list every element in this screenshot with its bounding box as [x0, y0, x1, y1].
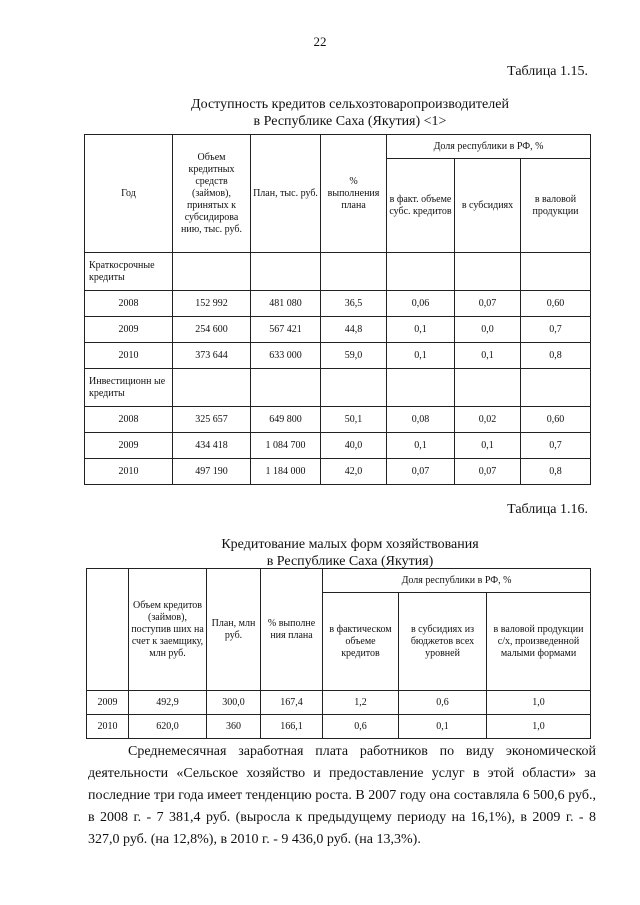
- cell-plan: 567 421: [251, 317, 321, 343]
- section-row: [85, 369, 591, 407]
- cell-share-fact: 0,08: [387, 407, 455, 433]
- header-percent: % выполне ния плана: [261, 569, 323, 691]
- cell-share-subsidies: 0,0: [455, 317, 521, 343]
- header-share-fact: в факт. объеме субс. кредитов: [387, 159, 455, 253]
- table-row: [85, 343, 591, 369]
- table-small-business-credit: [86, 568, 591, 739]
- header-share-subsidies: в субсидиях: [455, 159, 521, 253]
- cell-volume: 492,9: [129, 691, 207, 715]
- table-row: [85, 291, 591, 317]
- cell-year: 2009: [87, 691, 129, 715]
- cell-plan: 300,0: [207, 691, 261, 715]
- cell-plan: 360: [207, 715, 261, 739]
- cell-plan: 649 800: [251, 407, 321, 433]
- table-2-title: [90, 536, 610, 570]
- header-plan: План, млн руб.: [207, 569, 261, 691]
- table-2-title-line2: в Республике Саха (Якутия): [266, 554, 434, 569]
- header-plan: План, тыс. руб.: [251, 135, 321, 253]
- header-share-subsidies: в субсидиях из бюджетов всех уровней: [399, 593, 487, 691]
- table-1-title-line1: Доступность кредитов сельхозтоваропроизводителей: [191, 97, 509, 112]
- table-row: [85, 459, 591, 485]
- cell-percent: 44,8: [321, 317, 387, 343]
- table-2-caption: Таблица 1.16.: [507, 502, 588, 517]
- page-number: 22: [313, 34, 327, 49]
- cell-year: 2010: [85, 459, 173, 485]
- table-row: [87, 691, 591, 715]
- cell-share-fact: 0,06: [387, 291, 455, 317]
- cell-percent: 50,1: [321, 407, 387, 433]
- cell-plan: 1 084 700: [251, 433, 321, 459]
- cell-share-fact: 0,6: [323, 715, 399, 739]
- cell-year: 2010: [87, 715, 129, 739]
- cell-percent: 166,1: [261, 715, 323, 739]
- header-share-group: Доля республики в РФ, %: [323, 569, 591, 593]
- cell-volume: 620,0: [129, 715, 207, 739]
- table-1-title-line2: в Республике Саха (Якутия) <1>: [253, 114, 447, 129]
- cell-share-fact: 0,1: [387, 343, 455, 369]
- header-volume: Объем кредитов (займов), поступив ших на счет к заемщику, млн руб.: [129, 569, 207, 691]
- cell-volume: 497 190: [173, 459, 251, 485]
- cell-share-gross: 0,7: [521, 433, 591, 459]
- cell-share-gross: 0,7: [521, 317, 591, 343]
- cell-share-fact: 1,2: [323, 691, 399, 715]
- header-share-group: Доля республики в РФ, %: [387, 135, 591, 159]
- cell-year: 2008: [85, 291, 173, 317]
- table-row: [85, 407, 591, 433]
- cell-percent: 36,5: [321, 291, 387, 317]
- section-label: Краткосрочные кредиты: [85, 253, 173, 291]
- cell-share-fact: 0,1: [387, 433, 455, 459]
- section-row: [85, 253, 591, 291]
- cell-plan: 481 080: [251, 291, 321, 317]
- cell-volume: 254 600: [173, 317, 251, 343]
- cell-share-fact: 0,1: [387, 317, 455, 343]
- cell-share-subsidies: 0,02: [455, 407, 521, 433]
- cell-volume: 434 418: [173, 433, 251, 459]
- cell-share-gross: 0,8: [521, 343, 591, 369]
- header-share-fact: в фактическом объеме кредитов: [323, 593, 399, 691]
- header-volume: Объем кредитных средств (займов), принятых к субсидирова нию, тыс. руб.: [173, 135, 251, 253]
- cell-share-gross: 1,0: [487, 715, 591, 739]
- header-share-gross: в валовой продукции с/х, произведенной малыми формами: [487, 593, 591, 691]
- cell-share-gross: 1,0: [487, 691, 591, 715]
- cell-share-subsidies: 0,1: [455, 433, 521, 459]
- table-row: [85, 317, 591, 343]
- header-share-gross: в валовой продукции: [521, 159, 591, 253]
- cell-share-subsidies: 0,07: [455, 291, 521, 317]
- cell-percent: 42,0: [321, 459, 387, 485]
- header-year-empty: [87, 569, 129, 691]
- cell-volume: 152 992: [173, 291, 251, 317]
- cell-share-subsidies: 0,1: [399, 715, 487, 739]
- cell-year: 2009: [85, 433, 173, 459]
- cell-year: 2010: [85, 343, 173, 369]
- header-year: Год: [85, 135, 173, 253]
- table-1-caption: Таблица 1.15.: [507, 64, 588, 79]
- cell-year: 2008: [85, 407, 173, 433]
- cell-percent: 167,4: [261, 691, 323, 715]
- cell-share-fact: 0,07: [387, 459, 455, 485]
- cell-plan: 633 000: [251, 343, 321, 369]
- cell-year: 2009: [85, 317, 173, 343]
- table-2-title-line1: Кредитование малых форм хозяйствования: [221, 537, 479, 552]
- table-credit-availability: [84, 134, 591, 485]
- section-label: Инвестиционн ые кредиты: [85, 369, 173, 407]
- header-percent: % выполнения плана: [321, 135, 387, 253]
- cell-share-gross: 0,60: [521, 407, 591, 433]
- table-row: [87, 715, 591, 739]
- cell-percent: 40,0: [321, 433, 387, 459]
- table-1-title: [90, 96, 610, 130]
- cell-share-gross: 0,60: [521, 291, 591, 317]
- body-paragraph: Среднемесячная заработная плата работников по виду экономической деятельности «Сельское хозяйство и предоставление услуг в этой области» за последние три года имеет тенденцию роста. В 2007 году она составляла 6 500,6 руб., в 2008 г. - 7 381,4 руб. (выросла к предыдущему периоду на 16,1%), в 2009 г. - 8 327,0 руб. (на 12,8%), в 2010 г. - 9 436,0 руб. (на 13,3%).: [88, 744, 596, 847]
- cell-share-subsidies: 0,1: [455, 343, 521, 369]
- cell-volume: 373 644: [173, 343, 251, 369]
- cell-volume: 325 657: [173, 407, 251, 433]
- table-row: [85, 433, 591, 459]
- cell-share-subsidies: 0,07: [455, 459, 521, 485]
- cell-share-gross: 0,8: [521, 459, 591, 485]
- cell-plan: 1 184 000: [251, 459, 321, 485]
- cell-percent: 59,0: [321, 343, 387, 369]
- cell-share-subsidies: 0,6: [399, 691, 487, 715]
